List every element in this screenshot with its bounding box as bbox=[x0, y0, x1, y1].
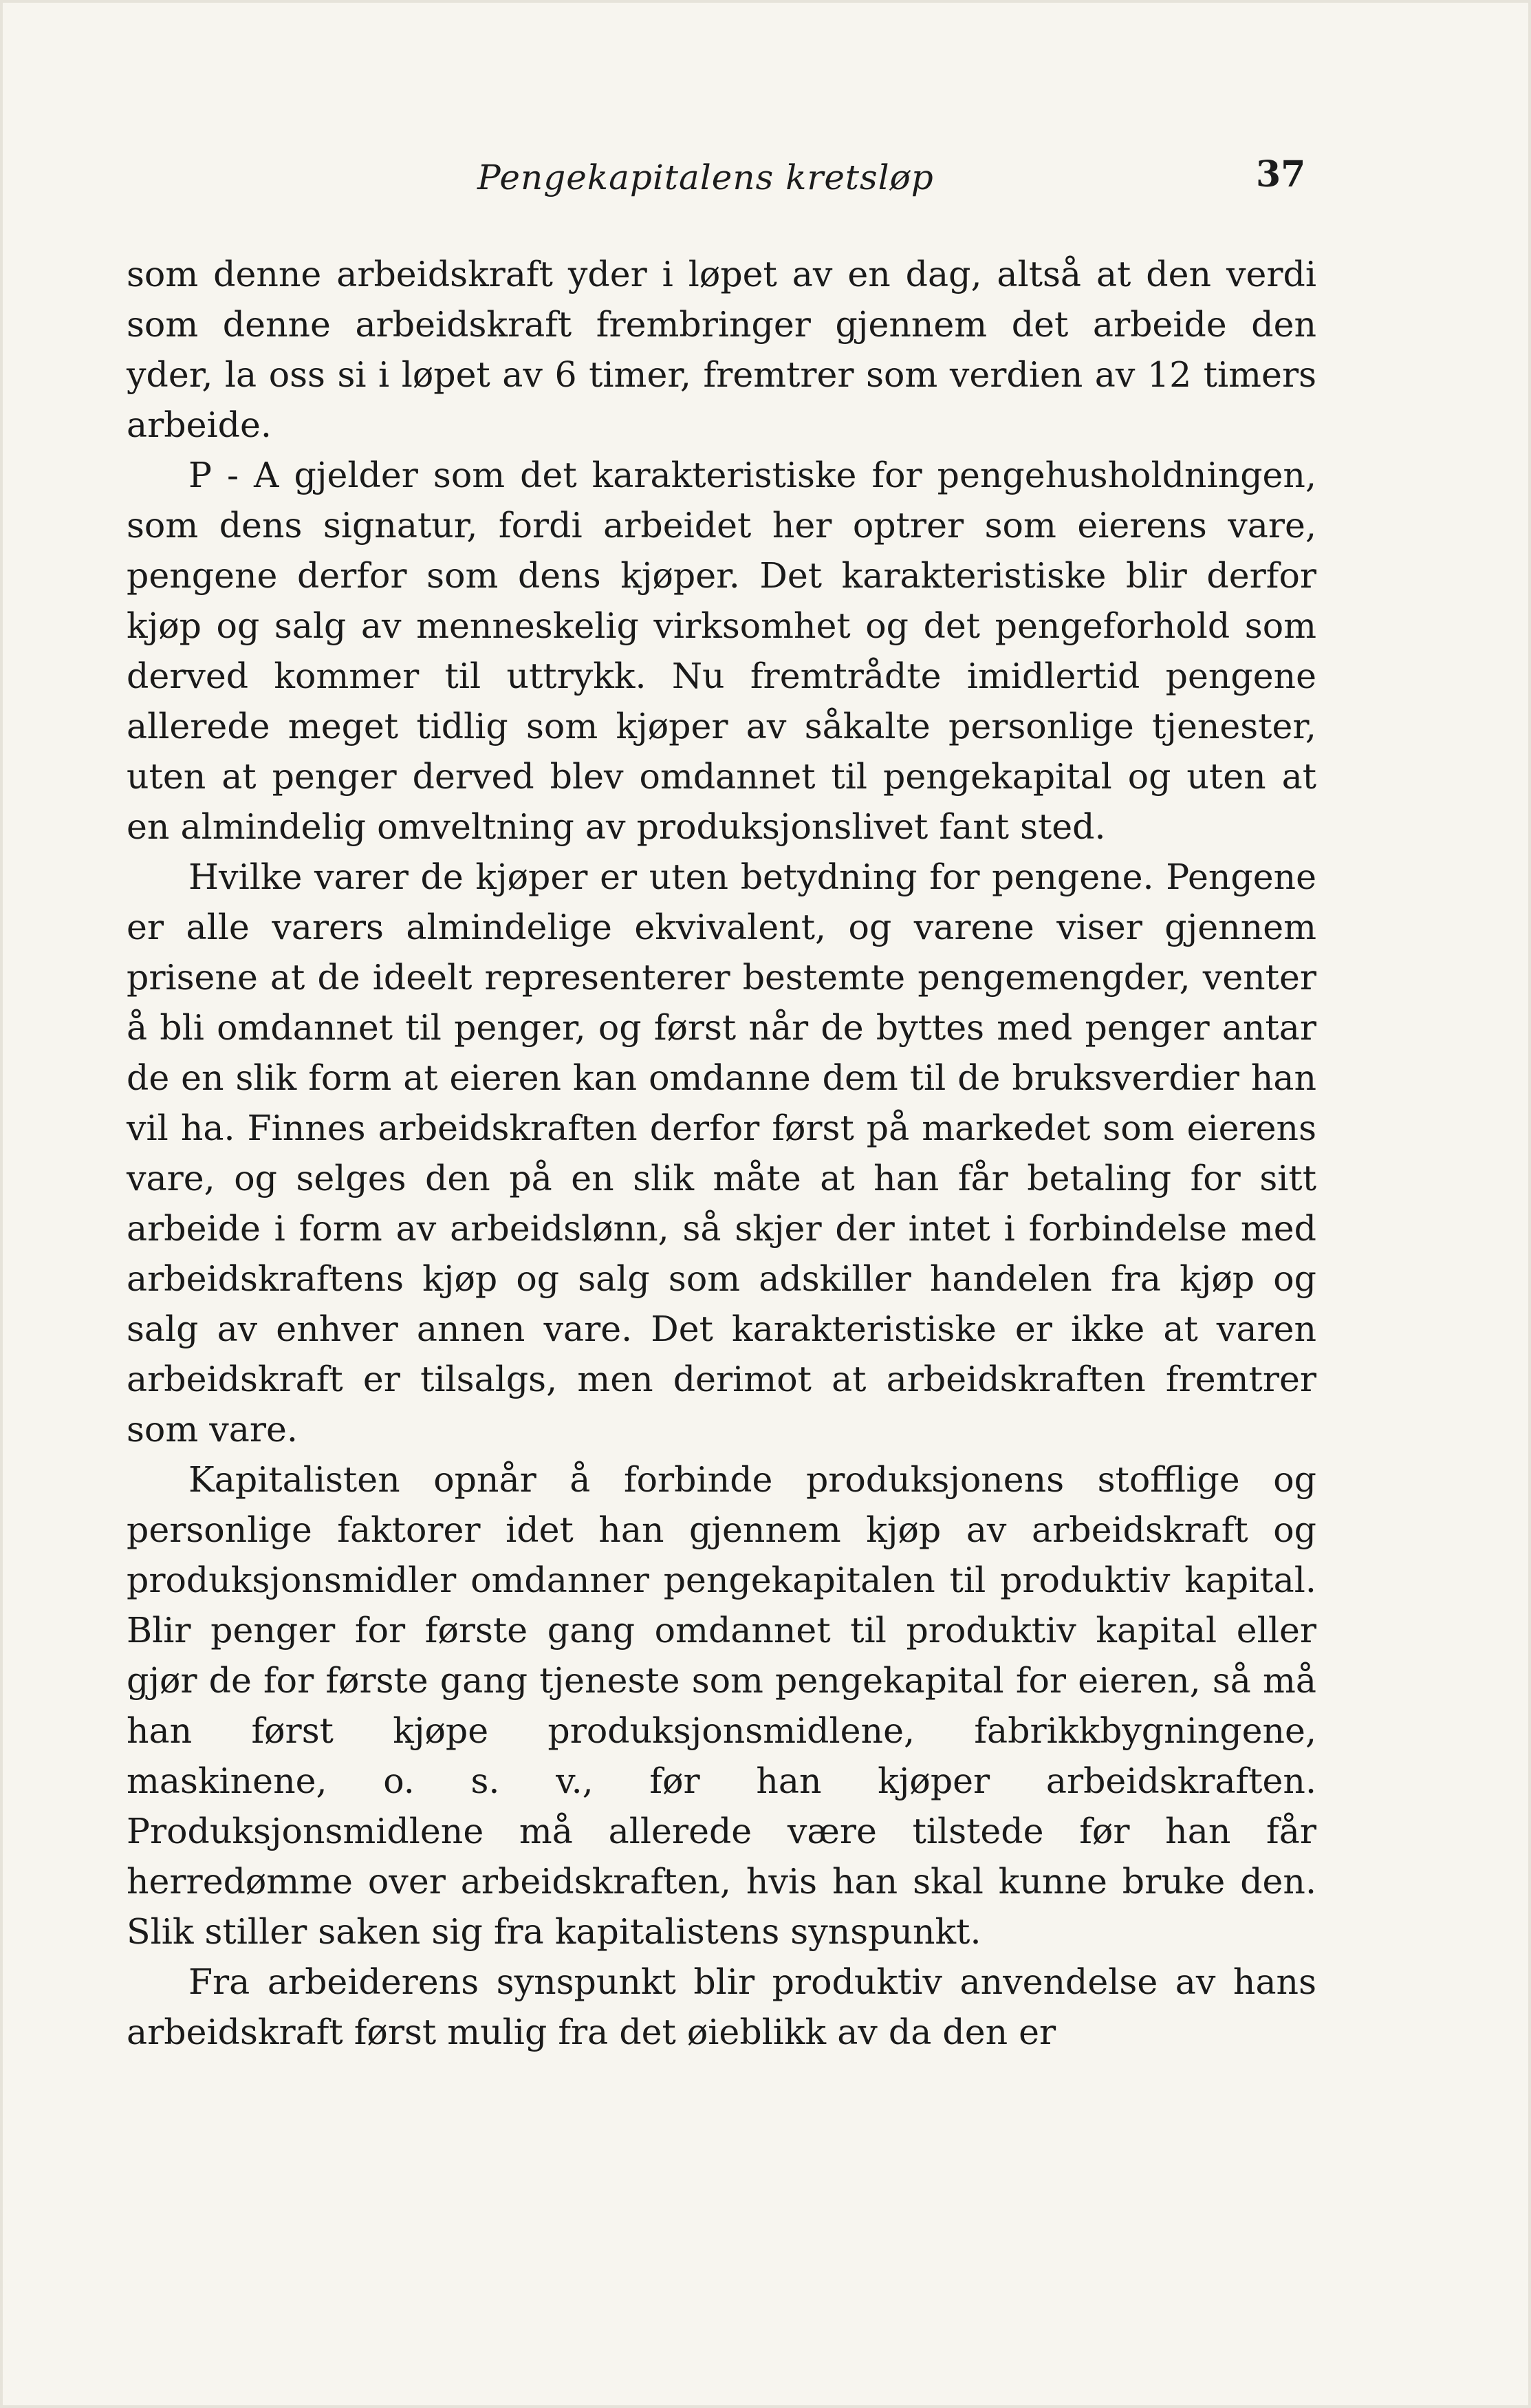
paragraph-5: Fra arbeiderens synspunkt blir produktiv anvendelse av hans arbeidskraft først mulig fra det øieblikk av da den er bbox=[127, 1961, 1316, 2052]
paragraph-4: Kapitalisten opnår å forbinde produksjonens stofflige og personlige faktorer idet han gjennem kjøp av arbeidskraft og produksjonsmidler omdanner pengekapitalen til produktiv kapital. Blir penger for første gang omdannet til produktiv kapital eller gjør de for første gang tjeneste som pengekapital for eieren, så må han først kjøpe produksjonsmidlene, fabrikkbygningene, maskinene, o. s. v., før han kjøper arbeidskraften. Produksjonsmidlene må allerede være tilstede før han får herredømme over arbeidskraften, hvis han skal kunne bruke den. Slik stiller saken sig fra kapitalistens synspunkt. bbox=[127, 1459, 1316, 1952]
paragraph-3: Hvilke varer de kjøper er uten betydning for pengene. Pengene er alle varers almindelige ekvivalent, og varene viser gjennem prisene at de ideelt representerer bestemte pengemengder, venter å bli omdannet til penger, og først når de byttes med penger antar de en slik form at eieren kan omdanne dem til de bruksverdier han vil ha. Finnes arbeidskraften derfor først på markedet som eierens vare, og selges den på en slik måte at han får betaling for sitt arbeide i form av arbeidslønn, så skjer der intet i forbindelse med arbeidskraftens kjøp og salg som adskiller handelen fra kjøp og salg av enhver annen vare. Det karakteristiske er ikke at varen arbeidskraft er tilsalgs, men derimot at arbeidskraften fremtrer som vare. bbox=[127, 857, 1316, 1450]
page-header bbox=[3, 144, 1531, 206]
body-text bbox=[127, 249, 1316, 2057]
paragraph-1: som denne arbeidskraft yder i løpet av en dag, altså at den verdi som denne arbeidskraft frembringer gjennem det arbeide den yder, la oss si i løpet av 6 timer, fremtrer som verdien av 12 timers arbeide. bbox=[127, 254, 1316, 445]
running-title: Pengekapitalens kretsløp bbox=[477, 158, 934, 197]
paragraph-2: P - A gjelder som det karakteristiske for pengehusholdningen, som dens signatur, fordi arbeidet her optrer som eierens vare, pengene derfor som dens kjøper. Det karakteristiske blir derfor kjøp og salg av menneskelig virksomhet og det pengeforhold som derved kommer til uttrykk. Nu fremtrådte imidlertid pengene allerede meget tidlig som kjøper av såkalte personlige tjenester, uten at penger derved blev omdannet til pengekapital og uten at en almindelig omveltning av produksjonslivet fant sted. bbox=[127, 455, 1316, 847]
page-number: 37 bbox=[1256, 153, 1306, 195]
